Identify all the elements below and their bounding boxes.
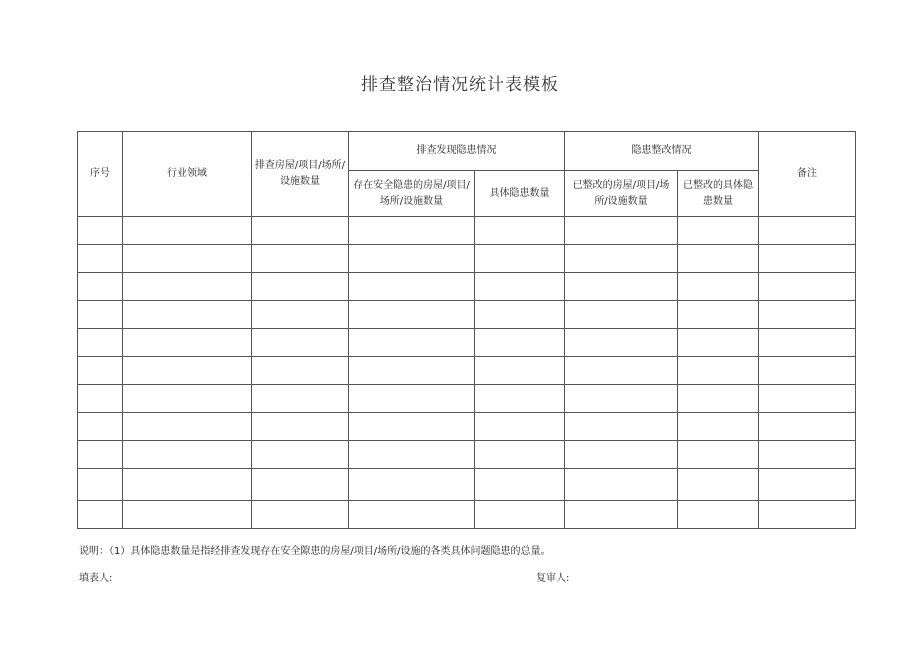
table-cell xyxy=(349,501,475,529)
reviewer-label: 复审人: xyxy=(536,573,570,584)
table-cell xyxy=(759,441,856,469)
table-cell xyxy=(123,217,252,245)
table-cell xyxy=(252,413,349,441)
table-cell xyxy=(475,273,565,301)
table-cell xyxy=(252,217,349,245)
table-cell xyxy=(123,245,252,273)
table-cell xyxy=(123,413,252,441)
table-cell xyxy=(678,469,759,501)
header-inspected-count: 排查房屋/项目/场所/设施数量 xyxy=(252,132,349,217)
table-row xyxy=(78,273,856,301)
table-cell xyxy=(678,217,759,245)
table-row xyxy=(78,301,856,329)
table-row xyxy=(78,329,856,357)
table-cell xyxy=(565,329,678,357)
header-hazard-sites: 存在安全隐患的房屋/项目/场所/设施数量 xyxy=(349,171,475,217)
table-cell xyxy=(349,357,475,385)
explanation-note: 说明：（1）具体隐患数量是指经排查发现存在安全隙患的房屋/项目/场所/设施的各类具体问题隐患的总量。 xyxy=(79,546,551,557)
table-cell xyxy=(759,413,856,441)
table-cell xyxy=(565,413,678,441)
table-cell xyxy=(78,385,123,413)
table-cell xyxy=(759,217,856,245)
table-cell xyxy=(123,501,252,529)
table-cell xyxy=(475,357,565,385)
table-cell xyxy=(349,469,475,501)
header-hazard-count: 具体隐患数量 xyxy=(475,171,565,217)
table-cell xyxy=(349,301,475,329)
table-cell xyxy=(252,245,349,273)
table-cell xyxy=(78,273,123,301)
table-cell xyxy=(252,501,349,529)
table-cell xyxy=(565,217,678,245)
table-cell xyxy=(759,273,856,301)
table-cell xyxy=(565,301,678,329)
table-cell xyxy=(475,469,565,501)
table-cell xyxy=(475,413,565,441)
table-row xyxy=(78,217,856,245)
table-cell xyxy=(759,385,856,413)
table-cell xyxy=(78,357,123,385)
table-cell xyxy=(349,245,475,273)
header-remarks: 备注 xyxy=(759,132,856,217)
table-cell xyxy=(252,385,349,413)
table-row xyxy=(78,501,856,529)
table-row xyxy=(78,245,856,273)
table-cell xyxy=(678,413,759,441)
table-cell xyxy=(475,441,565,469)
filler-label: 填表人: xyxy=(79,573,113,584)
table-cell xyxy=(759,501,856,529)
table-cell xyxy=(565,501,678,529)
table-cell xyxy=(349,441,475,469)
statistics-table xyxy=(77,131,856,529)
table-cell xyxy=(475,501,565,529)
table-cell xyxy=(123,357,252,385)
table-cell xyxy=(349,273,475,301)
table-row xyxy=(78,385,856,413)
table-cell xyxy=(759,329,856,357)
table-cell xyxy=(565,273,678,301)
table-cell xyxy=(678,385,759,413)
table-cell xyxy=(349,413,475,441)
table-cell xyxy=(759,301,856,329)
table-cell xyxy=(678,301,759,329)
header-seq: 序号 xyxy=(78,132,123,217)
header-rectified-hazards: 已整改的具体隐患数量 xyxy=(678,171,759,217)
table-cell xyxy=(123,441,252,469)
table-cell xyxy=(678,245,759,273)
table-cell xyxy=(78,329,123,357)
table-cell xyxy=(678,441,759,469)
header-rectify-group: 隐患整改情况 xyxy=(565,132,759,171)
table-cell xyxy=(678,273,759,301)
table-cell xyxy=(678,357,759,385)
table-cell xyxy=(252,301,349,329)
table-cell xyxy=(78,501,123,529)
document-title: 排查整治情况统计表模板 xyxy=(361,75,559,95)
header-rectified-sites: 已整改的房屋/项目/场所/设施数量 xyxy=(565,171,678,217)
table-cell xyxy=(475,217,565,245)
table-cell xyxy=(123,273,252,301)
table-cell xyxy=(123,385,252,413)
table-cell xyxy=(252,469,349,501)
table-cell xyxy=(565,357,678,385)
table-cell xyxy=(759,245,856,273)
table-cell xyxy=(678,329,759,357)
table-cell xyxy=(252,329,349,357)
table-row xyxy=(78,441,856,469)
table-body xyxy=(78,217,856,529)
table-row xyxy=(78,413,856,441)
table-cell xyxy=(252,357,349,385)
table-cell xyxy=(565,441,678,469)
table-cell xyxy=(78,245,123,273)
table-cell xyxy=(78,217,123,245)
table-cell xyxy=(78,301,123,329)
table-cell xyxy=(759,469,856,501)
table-cell xyxy=(475,301,565,329)
table-cell xyxy=(565,469,678,501)
table-cell xyxy=(123,469,252,501)
table-cell xyxy=(349,385,475,413)
table-cell xyxy=(475,329,565,357)
table-cell xyxy=(78,441,123,469)
table-row xyxy=(78,357,856,385)
table-row xyxy=(78,469,856,501)
header-found-group: 排查发现隐患情况 xyxy=(349,132,565,171)
table-cell xyxy=(123,301,252,329)
table-cell xyxy=(678,501,759,529)
table-cell xyxy=(565,385,678,413)
table-cell xyxy=(475,385,565,413)
table-cell xyxy=(759,357,856,385)
table-cell xyxy=(78,469,123,501)
table-cell xyxy=(349,217,475,245)
table-cell xyxy=(252,441,349,469)
table-cell xyxy=(123,329,252,357)
table-cell xyxy=(252,273,349,301)
table-cell xyxy=(78,413,123,441)
header-industry: 行业领域 xyxy=(123,132,252,217)
table-cell xyxy=(475,245,565,273)
table-cell xyxy=(565,245,678,273)
table-cell xyxy=(349,329,475,357)
